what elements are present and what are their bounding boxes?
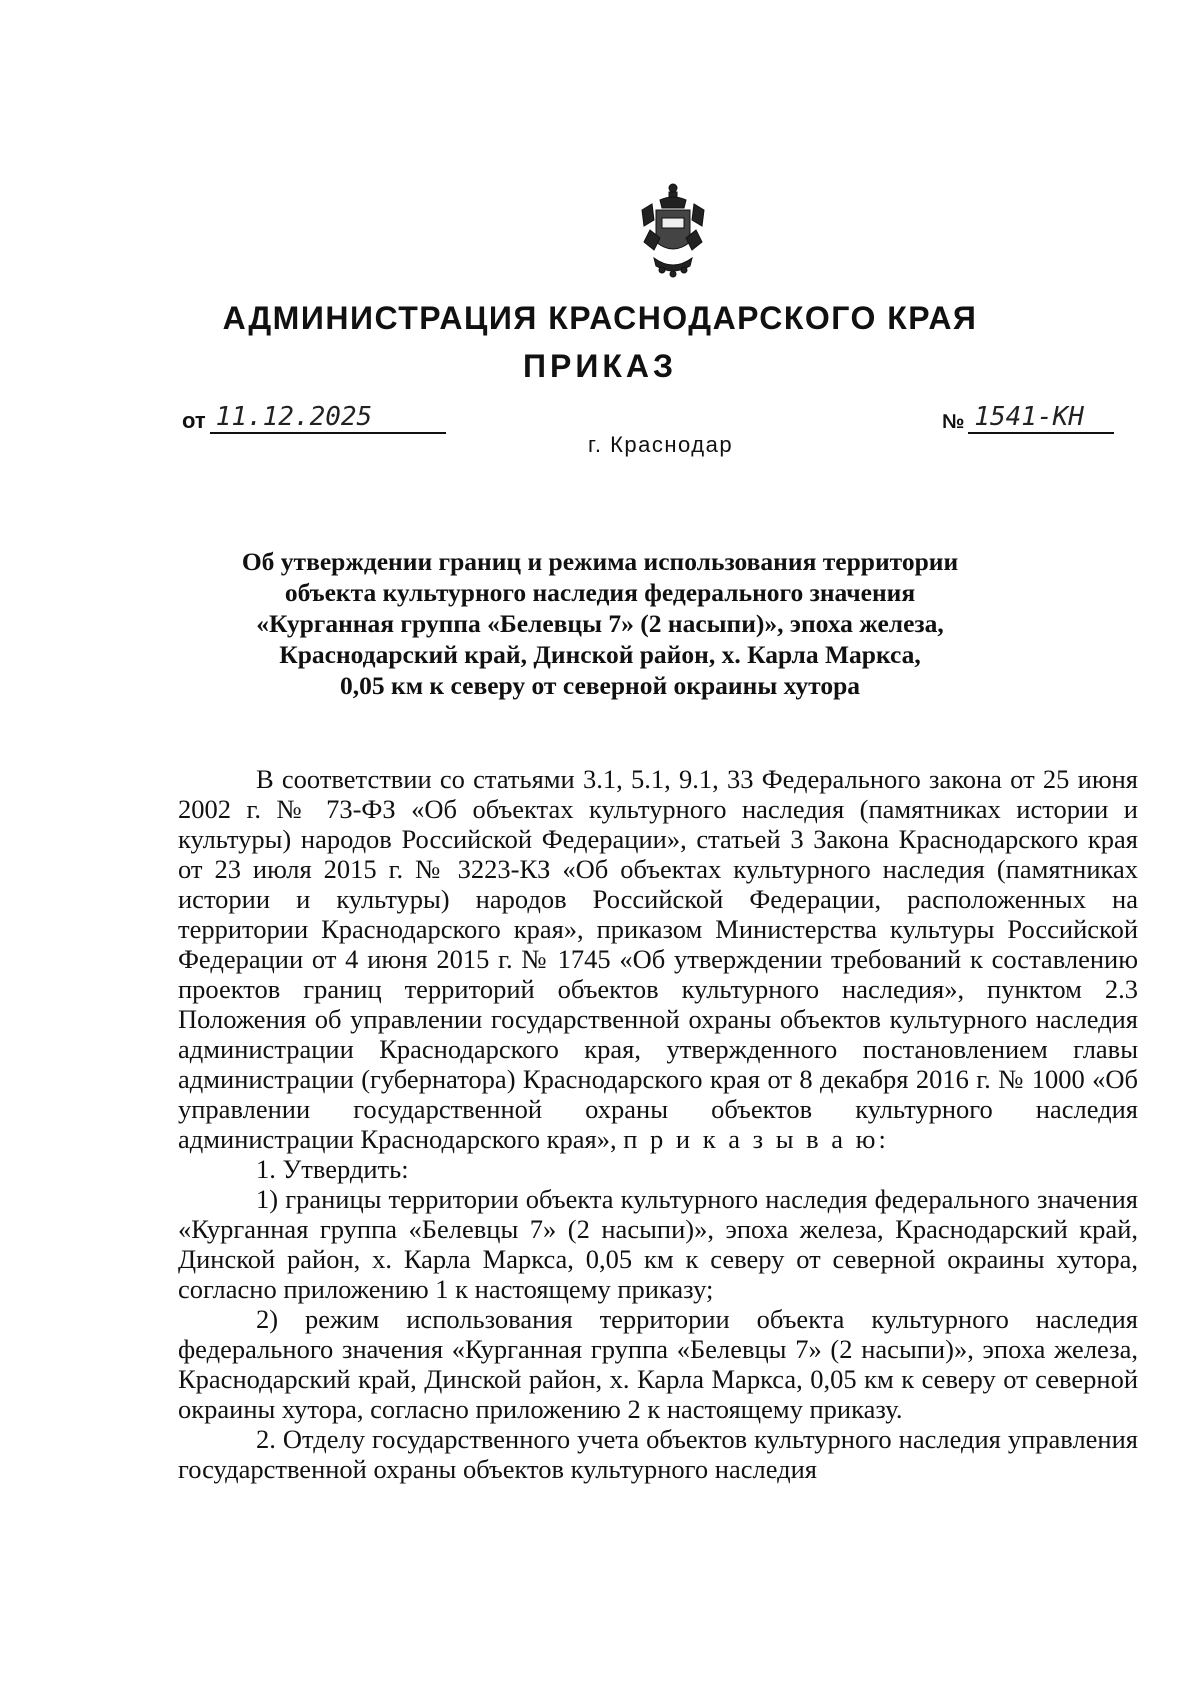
item-1-2: 2) режим использования территории объекта культурного наследия федерального значения «Курганная группа «Белевцы 7» (2 насыпи)», эпоха железа, Краснодарский край, Динской район, х. Карла Маркса, 0,05 км к северу от северной окраины хутора, согласно приложению 2 к настоящему приказу. [178,1304,1138,1424]
item-1: 1. Утвердить: [256,1154,409,1184]
number-label: № [942,411,965,433]
preamble-text: В соответствии со статьями 3.1, 5.1, 9.1, 33 Федерального закона от 25 июня 2002 г. № 73-ФЗ «Об объектах культурного наследия (памятниках истории и культуры) народов Российской Федерации», статьей 3 Закона Краснодарского края от 23 июля 2015 г. № 3223-КЗ «Об объектах культурного наследия (памятниках истории и культуры) народов Российской Федерации, расположенных на территории Краснодарского края», приказом Министерства культуры Российской Федерации от 4 июня 2015 г. № 1745 «Об утверждении требований к составлению проектов границ территорий объектов культурного наследия», пунктом 2.3 Положения об управлении государственной охраны объектов культурного наследия администрации Краснодарского края, утвержденного постановлением главы администрации (губернатора) Краснодарского края от 8 декабря 2016 г. № 1000 «Об управлении государственной охраны объектов культурного наследия администрации Краснодарского края», [178,764,1138,1154]
item-2: 2. Отделу государственного учета объектов культурного наследия управления государственной охраны объектов культурного наследия [178,1424,1138,1484]
document-title [230,546,970,701]
title-line: объекта культурного наследия федерального значения [284,578,916,607]
title-line: Краснодарский край, Динской район, х. Карла Маркса, [279,640,921,669]
handwritten-number: 1541-КН [968,402,1114,434]
coat-of-arms-icon [632,180,714,280]
from-label: от [182,408,206,433]
date-field [182,402,446,442]
title-line: 0,05 км к северу от северной окраины хутора [340,671,860,700]
title-line: Об утверждении границ и режима использования территории [241,547,959,576]
document-type: ПРИКАЗ [522,348,678,384]
document-body [178,764,1138,1484]
number-field [942,402,1114,442]
item-1-1: 1) границы территории объекта культурного наследия федерального значения «Курганная группа «Белевцы 7» (2 насыпи)», эпоха железа, Краснодарский край, Динской район, х. Карла Маркса, 0,05 км к северу от северной окраины хутора, согласно приложению 1 к настоящему приказу; [178,1184,1138,1304]
handwritten-date: 11.12.2025 [210,402,446,434]
organization-name: АДМИНИСТРАЦИЯ КРАСНОДАРСКОГО КРАЯ [222,300,978,336]
city-label: г. Краснодар [588,432,734,457]
title-line: «Курганная группа «Белевцы 7» (2 насыпи)», эпоха железа, [256,609,944,638]
order-word: п р и к а з ы в а ю: [623,1124,889,1154]
preamble-paragraph [178,764,1138,1154]
